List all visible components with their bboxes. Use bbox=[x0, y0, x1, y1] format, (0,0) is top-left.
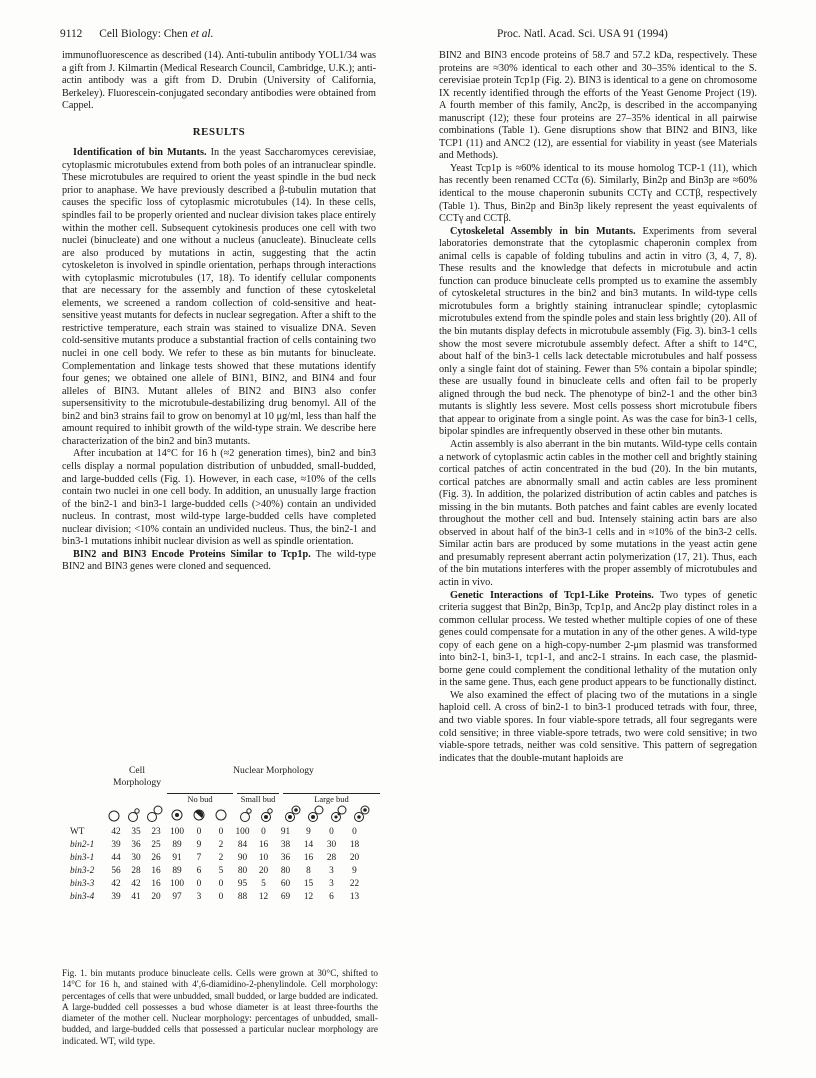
table-cell: 97 bbox=[172, 891, 182, 902]
right-paragraph-1: BIN2 and BIN3 encode proteins of 58.7 and 57.2 kDa, respectively. These proteins are ≈30% identical to each other and 30–35% identical to the S. cerevisiae protein Tcp1p (Fig. 2). BIN3 is identical to a gene on chromosome IX recently identified through the efforts of the Yeast Genome Project (19). A fourth member of this family, Anc2p, is described in the accompanying manuscript (12); these four proteins are 27–35% identical in all pairwise combinations (Table 1). Gene disruptions show that BIN2 and BIN3, like TCP1 (11) and ANC2 (12), are essential for viability in yeast (see Materials and Methods). bbox=[439, 50, 757, 162]
table-cell: 16 bbox=[151, 865, 161, 876]
table-row bbox=[70, 825, 366, 838]
paragraph-text: In the yeast Saccharomyces cerevisiae, cytoplasmic microtubules extend from both poles of an intranuclear spindle. These microtubules are required to orient the yeast spindle in the bud neck prior to anaphase. We have previously described a β-tubulin mutation that causes the specific loss of cytoplasmic microtubules (14). In these cells, spindles fail to be properly oriented and nuclear division takes place entirely within the mother cell. Subsequent cytokinesis produces one cell with two nuclei (binucleate) and one without a nucleus (anucleate). Binucleate cells are also produced by mutations in actin, suggesting that the actin cytoskeleton is involved in spindle orientation, perhaps through interactions with cytoplasmic microtubules (17, 18). To identify cellular components that are necessary for the assembly and function of these cytoskeletal elements, we screened a random collection of cold-sensitive and heat-sensitive yeast mutants for defects in nuclear segregation. After a shift to the restrictive temperature, each strain was stained to visualize DNA. Seven cold-sensitive mutants produce a substantial fraction of cells containing two nuclei in one cell body. We refer to these as bin mutants for binucleate. Complementation and linkage tests showed that these mutations identify four genes; we obtained one allele of BIN1, BIN2, and BIN4 and four alleles of BIN3. Mutant alleles of BIN2 and BIN3 also confer supersensitivity to the microtubule-destabilizing drug benomyl. All of the bin2 and bin3 strains fail to grow on benomyl at 10 μg/ml, less than half the amount required to inhibit growth of the wild-type strain. We describe here characterization of the bin2 and bin3 mutants. bbox=[62, 147, 376, 447]
header-morphology: Morphology bbox=[113, 777, 161, 788]
table-cell: 0 bbox=[261, 826, 266, 837]
table-cell: 90 bbox=[237, 852, 248, 863]
table-cell: 28 bbox=[131, 865, 141, 876]
table-cell: 3 bbox=[329, 865, 334, 876]
table-cell: 91 bbox=[280, 826, 291, 837]
strain-label: bin3-4 bbox=[70, 891, 95, 902]
table-cell: 0 bbox=[352, 826, 357, 837]
right-paragraph-2: Yeast Tcp1p is ≈60% identical to its mouse homolog TCP-1 (11), which has recently been renamed CCTα (6). Similarly, Bin2p and Bin3p are ≈60% identical to the mouse chaperonin subunits CCTγ and CCTβ, respectively (Table 1). Thus, Bin2p and Bin3p likely represent the yeast equivalents of CCTγ and CCTβ. bbox=[439, 162, 757, 225]
run-in-head: Genetic Interactions of Tcp1-Like Proteins. bbox=[450, 589, 654, 601]
left-column bbox=[62, 50, 376, 574]
table-cell: 26 bbox=[151, 852, 161, 863]
table-cell: 0 bbox=[218, 891, 224, 902]
table-cell: 0 bbox=[218, 826, 224, 837]
header-cell: Cell bbox=[129, 765, 145, 776]
table-cell: 56 bbox=[111, 865, 121, 876]
table-cell: 3 bbox=[196, 891, 202, 902]
table-cell: 42 bbox=[131, 878, 141, 889]
table-cell: 7 bbox=[196, 852, 202, 863]
run-in-head: BIN2 and BIN3 Encode Proteins Similar to Tcp1p. bbox=[73, 548, 311, 560]
table-cell: 30 bbox=[131, 852, 141, 863]
table-cell: 2 bbox=[218, 852, 224, 863]
table-cell: 5 bbox=[261, 878, 266, 889]
strain-label: bin3-1 bbox=[70, 852, 95, 863]
cell-morphology-icons bbox=[107, 805, 380, 823]
nuclear-morphology-table bbox=[70, 825, 366, 903]
table-cell: 18 bbox=[349, 839, 360, 850]
table-cell: 3 bbox=[329, 878, 334, 889]
table-cell: 2 bbox=[218, 839, 224, 850]
right-paragraph-5 bbox=[439, 590, 757, 690]
results-paragraph-1 bbox=[62, 147, 376, 448]
header-no-bud: No bud bbox=[167, 793, 233, 805]
paragraph-text: The wild-type BIN2 and BIN3 genes were cloned and sequenced. bbox=[62, 548, 376, 573]
table-cell: 0 bbox=[196, 826, 202, 837]
table-cell: 42 bbox=[111, 878, 121, 889]
table-cell: 0 bbox=[218, 878, 224, 889]
table-cell: 69 bbox=[280, 891, 291, 902]
table-cell: 100 bbox=[170, 826, 184, 837]
table-cell: 88 bbox=[237, 891, 248, 902]
table-cell: 9 bbox=[306, 826, 311, 837]
table-cell: 14 bbox=[303, 839, 314, 850]
table-cell: 6 bbox=[196, 865, 202, 876]
table-cell: 95 bbox=[237, 878, 248, 889]
paragraph-text: Experiments from several laboratories demonstrate that the cytoplasmic chaperonin complex from animal cells is capable of folding tubulins and actin in vitro (3, 4, 7, 8). These results and the knowledge that defects in microtubule and actin function can produce binucleate cells prompted us to examine the assembly of cytoskeletal structures in the bin2 and bin3 mutants. In wild-type cells microtubules form a brightly staining intranuclear spindle; cytoplasmic microtubules extend from the spindle poles and stain less brightly (20). All of the bin mutants display defects in microtubule assembly (Fig. 3). bin3-1 cells show the most severe microtubule assembly defect. After a shift to 14°C, about half of the bin3-1 cells lack detectable microtubules and half possess only a single faint dot of staining. Fewer than 5% contain a bipolar spindle; these are usually found in binucleate cells and often fail to be properly aligned through the bud neck. The phenotype of bin2-1 and the other bin3 mutants is slightly less severe. Most cells possess short microtubule fibers that appear to originate from a single point. As was the case for bin3-1 cells, bipolar spindles are infrequently observed in these other bin mutants. bbox=[439, 225, 757, 438]
table-cell: 0 bbox=[196, 878, 202, 889]
figure-1 bbox=[70, 765, 380, 903]
cell-morphology-header bbox=[107, 765, 167, 789]
unbudded-cell-icon bbox=[109, 811, 119, 821]
table-cell: 23 bbox=[151, 826, 161, 837]
running-header-left bbox=[60, 28, 213, 40]
table-cell: 6 bbox=[329, 891, 334, 902]
small-budded-cell-icon bbox=[135, 809, 139, 813]
table-row bbox=[70, 864, 366, 877]
table-cell: 16 bbox=[303, 852, 314, 863]
nucleus-dot-icon bbox=[264, 815, 268, 819]
table-cell: 20 bbox=[151, 891, 161, 902]
table-cell: 89 bbox=[172, 839, 182, 850]
large-budded-cell-icon bbox=[154, 806, 162, 814]
table-cell: 100 bbox=[235, 826, 250, 837]
table-cell: 22 bbox=[349, 878, 360, 889]
methods-tail-paragraph: immunofluorescence as described (14). Anti-tubulin antibody YOL1/34 was a gift from J. Kilmartin (Medical Research Council, Cambridge, U.K.); anti-actin antibody was a gift from D. Drubin (University of California, Berkeley). Fluorescein-conjugated secondary antibodies were obtained from Cappel. bbox=[62, 50, 376, 112]
table-cell: 20 bbox=[258, 865, 269, 876]
table-cell: 16 bbox=[258, 839, 269, 850]
table-row bbox=[70, 890, 366, 903]
figure-1-caption: Fig. 1. bin mutants produce binucleate cells. Cells were grown at 30°C, shifted to 14°C for 16 h, and stained with 4′,6-diamidino-2-phenylindole. Cell morphology: percentages of cells that were unbudded, small budded, or large budded are indicated. A large-budded cell possesses a bud whose diameter is at least three-fourths the diameter of the mother cell. Nuclear morphology: percentages of unbudded, small-budded, and large-budded cells that possessed a particular nuclear morphology are indicated. WT, wild type. bbox=[62, 968, 378, 1046]
table-cell: 20 bbox=[349, 852, 360, 863]
right-paragraph-6: We also examined the effect of placing two of the mutations in a single haploid cell. A cross of bin2-1 to bin3-1 produced tetrads with four, three, and two viable spores. In four viable-spore tetrads, all four segregants were cold sensitive; in three viable-spore tetrads, two were cold sensitive; in two viable-spore tetrads, neither was cold sensitive. This pattern of segregation indicates that the double-mutant haploids are bbox=[439, 689, 757, 764]
running-header-journal: Proc. Natl. Acad. Sci. USA 91 (1994) bbox=[497, 28, 668, 40]
table-cell: 35 bbox=[131, 826, 141, 837]
table-cell: 13 bbox=[349, 891, 360, 902]
table-cell: 16 bbox=[151, 878, 161, 889]
table-cell: 89 bbox=[172, 865, 182, 876]
table-cell: 15 bbox=[303, 878, 314, 889]
table-cell: 10 bbox=[258, 852, 269, 863]
table-cell: 12 bbox=[303, 891, 314, 902]
results-paragraph-3 bbox=[62, 549, 376, 574]
right-column bbox=[439, 50, 757, 765]
results-paragraph-2: After incubation at 14°C for 16 h (≈2 generation times), bin2 and bin3 cells display a normal population distribution of unbudded, small-budded, and large-budded cells (Fig. 1). However, in each case, ≈10% of the cells contain two nuclei in one cell body. In addition, an unusually large fraction of the bin2-1 and bin3-1 large-budded cells (>40%) contain an undivided nucleus. In contrast, most wild-type large-budded cells have completed nuclear division; <10% contain an undivided nucleus. Thus, the bin2-1 and bin3-1 mutations inhibit nuclear division as well as spindle orientation. bbox=[62, 448, 376, 548]
table-cell: 39 bbox=[111, 891, 121, 902]
run-in-head: Cytoskeletal Assembly in bin Mutants. bbox=[450, 225, 636, 237]
results-heading: RESULTS bbox=[192, 125, 246, 138]
morphology-icons bbox=[107, 805, 380, 823]
paragraph-text: Two types of genetic criteria suggest that Bin2p, Bin3p, Tcp1p, and Anc2p play distinct roles in a common cellular process. We tested whether multiple copies of one of these genes could compensate for a mutation in any of the other genes. A wild-type copy of each gene on a high-copy-number 2-μm plasmid was transformed into bin2-1, bin3-1, tcp1-1, and anc2-1 strains. In each case, the plasmid-borne gene could complement the conditional lethality of the mutation only in the same gene. Thus, each gene product appears to be functionally distinct. bbox=[439, 589, 757, 689]
table-cell: 25 bbox=[151, 839, 161, 850]
run-in-head: Identification of bin Mutants. bbox=[73, 147, 207, 159]
strain-label: bin2-1 bbox=[70, 839, 95, 850]
table-cell: 5 bbox=[218, 865, 224, 876]
page-number: 9112 bbox=[60, 28, 83, 40]
header-large-bud: Large bud bbox=[283, 793, 380, 805]
table-cell: 41 bbox=[131, 891, 141, 902]
table-cell: 9 bbox=[196, 839, 202, 850]
table-cell: 12 bbox=[258, 891, 269, 902]
section-label: Cell Biology: Chen bbox=[99, 28, 191, 40]
strain-label: bin3-3 bbox=[70, 878, 95, 889]
table-cell: 0 bbox=[329, 826, 334, 837]
strain-label: WT bbox=[70, 826, 85, 837]
table-cell: 38 bbox=[280, 839, 291, 850]
section-etal: et al. bbox=[190, 28, 214, 40]
header-small-bud: Small bud bbox=[237, 793, 279, 805]
table-cell: 44 bbox=[111, 852, 121, 863]
figure-1-header bbox=[70, 765, 380, 789]
table-cell: 8 bbox=[306, 865, 311, 876]
table-cell: 80 bbox=[237, 865, 248, 876]
table-cell: 39 bbox=[111, 839, 121, 850]
nuclear-morphology-header: Nuclear Morphology bbox=[233, 765, 314, 776]
table-cell: 36 bbox=[280, 852, 291, 863]
right-paragraph-4: Actin assembly is also aberrant in the bin mutants. Wild-type cells contain a network of cytoplasmic actin cables in the mother cell and brightly staining cortical patches of actin concentrated in the bud (20). In the bin mutants, cortical patches are abnormally small and actin cables are less prominent (Fig. 3). In addition, the polarized distribution of actin cables and patches is missing in the bin mutants. Both patches and faint cables are evenly located throughout the mother cell and bud. Intensely staining actin bars are also observed in about half of the bin3-1 cells and in ≈10% of the bin3-2 cells. Similar actin bars are produced by some mutations in the yeast actin gene and presumably represent aberrant actin polymerization (17, 21). Thus, each of the bin mutations interferes with the proper assembly of microtubules and actin in vivo. bbox=[439, 438, 757, 588]
table-cell: 60 bbox=[280, 878, 291, 889]
table-cell: 80 bbox=[280, 865, 291, 876]
table-cell: 30 bbox=[326, 839, 337, 850]
table-cell: 36 bbox=[131, 839, 141, 850]
table-row bbox=[70, 851, 366, 864]
table-cell: 84 bbox=[237, 839, 248, 850]
table-cell: 28 bbox=[326, 852, 337, 863]
table-cell: 42 bbox=[111, 826, 121, 837]
table-cell: 100 bbox=[170, 878, 184, 889]
table-cell: 9 bbox=[352, 865, 357, 876]
strain-label: bin3-2 bbox=[70, 865, 95, 876]
right-paragraph-3 bbox=[439, 226, 757, 439]
table-row bbox=[70, 877, 366, 890]
single-nucleus-icon bbox=[175, 813, 179, 817]
bud-class-headers bbox=[70, 793, 380, 805]
table-row bbox=[70, 838, 366, 851]
table-cell: 91 bbox=[172, 852, 182, 863]
